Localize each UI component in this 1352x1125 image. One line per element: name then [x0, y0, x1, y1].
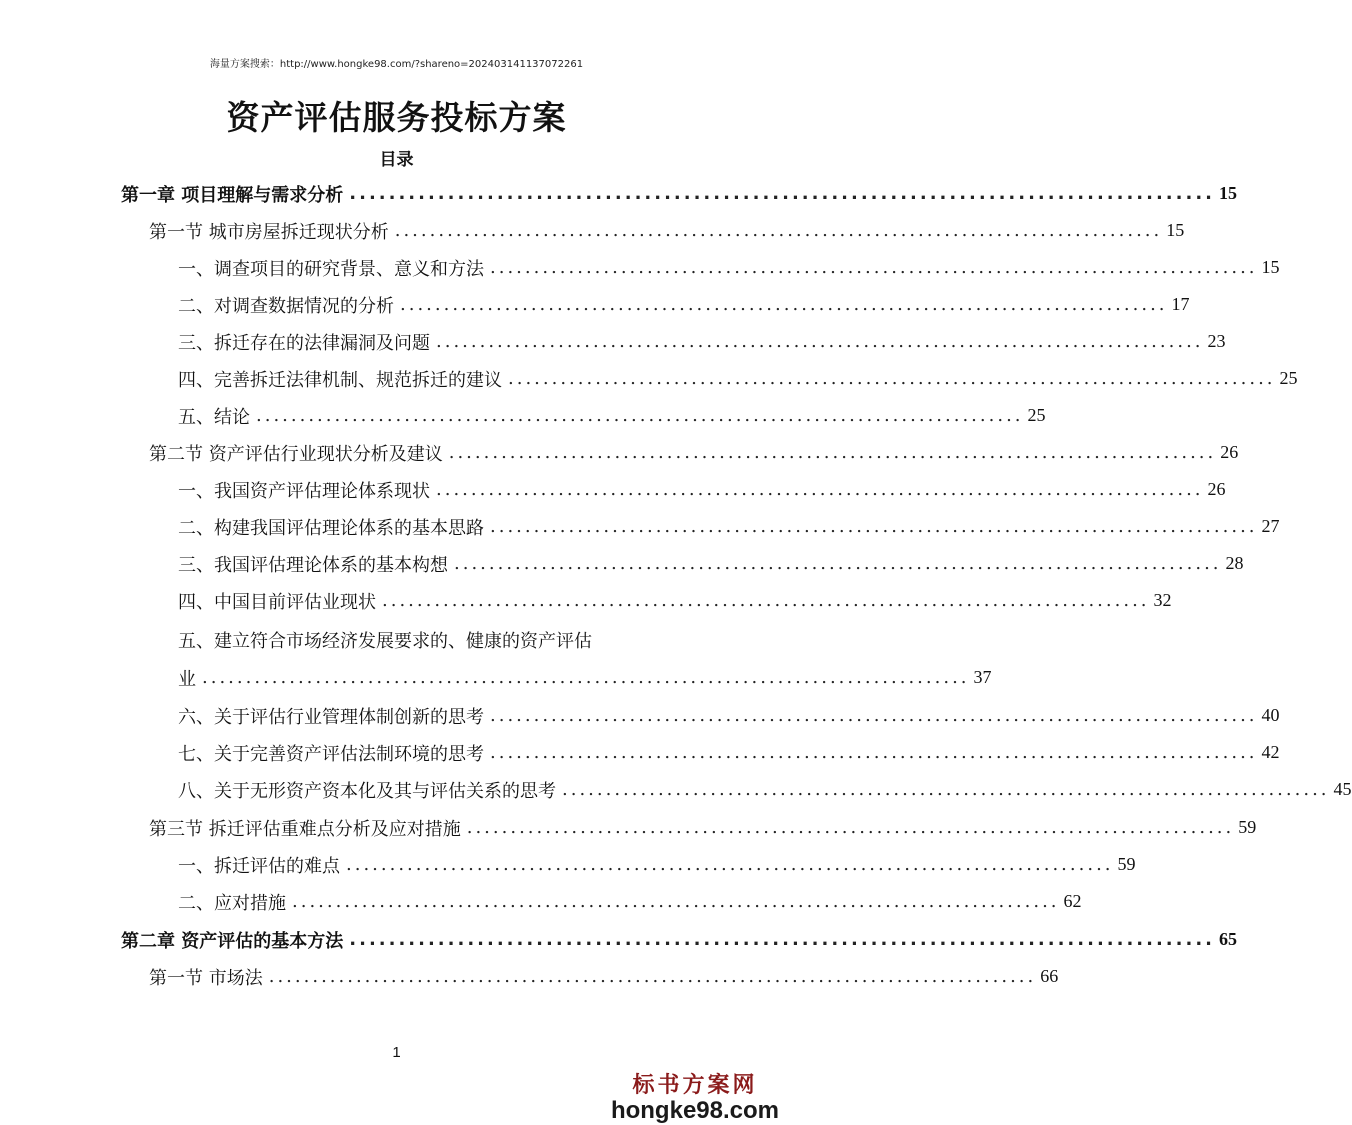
toc-entry-page: 32: [1153, 590, 1172, 610]
toc-leader: ........................................................................................: [490, 257, 1258, 278]
toc-entry[interactable]: [178, 846, 1136, 883]
toc-entry-text: 五、建立符合市场经济发展要求的、健康的资产评估: [178, 630, 592, 652]
toc-heading: 目录: [379, 150, 414, 170]
toc-entry-page: 15: [1166, 220, 1185, 240]
toc-leader: ........................................................................................: [382, 590, 1150, 611]
toc-entry[interactable]: [149, 809, 1257, 846]
watermark-cn-text: 标书方案网: [632, 1072, 758, 1098]
toc-entry-text: 第一节 市场法: [149, 967, 263, 989]
toc-leader: ........................................................................................: [400, 294, 1168, 315]
toc-entry-text: 第二章 资产评估的基本方法: [121, 930, 344, 952]
toc-entry[interactable]: [121, 175, 1237, 212]
toc-entry[interactable]: [178, 582, 1172, 619]
toc-entry[interactable]: [121, 921, 1237, 958]
toc-entry[interactable]: [149, 434, 1239, 471]
toc-entry[interactable]: [149, 212, 1185, 249]
toc-entry[interactable]: [178, 360, 1298, 397]
toc-entry-page: 59: [1238, 817, 1257, 837]
toc-entry[interactable]: [178, 323, 1226, 360]
toc-entry-page: 15: [1261, 257, 1280, 277]
toc-entry-page: 15: [1219, 183, 1237, 203]
toc-entry-text: 第二节 资产评估行业现状分析及建议: [149, 443, 443, 465]
toc-entry-text: 四、中国目前评估业现状: [178, 591, 376, 613]
header-search-url: 海量方案搜索：http://www.hongke98.com/?shareno=20240314113707​2261: [209, 59, 584, 70]
toc-leader: ........................................................................................: [256, 405, 1024, 426]
toc-entry[interactable]: [178, 508, 1280, 545]
toc-leader: ........................................................................................: [490, 742, 1258, 763]
toc-entry-page: 25: [1279, 368, 1298, 388]
toc-entry-text: 五、结论: [178, 406, 250, 428]
toc-entry-page: 42: [1261, 742, 1280, 762]
toc-entry-page: 62: [1063, 891, 1082, 911]
toc-entry[interactable]: [178, 545, 1244, 582]
toc-leader: ........................................................................................: [490, 516, 1258, 537]
toc-leader: ........................................................................................: [394, 220, 1163, 241]
toc-entry-page: 25: [1027, 405, 1046, 425]
toc-entry-text: 二、应对措施: [178, 892, 286, 914]
toc-entry-page: 28: [1225, 553, 1244, 573]
toc-entry[interactable]: [178, 659, 992, 696]
toc-entry-text: 七、关于完善资产评估法制环境的思考: [178, 743, 484, 765]
toc-entry-text: 第一章 项目理解与需求分析: [121, 184, 344, 206]
toc-entry-page: 37: [973, 667, 992, 687]
toc-entry-page: 40: [1261, 705, 1280, 725]
toc-entry-text: 二、对调查数据情况的分析: [178, 295, 394, 317]
toc-entry-text: 八、关于无形资产资本化及其与评估关系的思考: [178, 780, 556, 802]
toc-entry-page: 59: [1117, 854, 1136, 874]
site-watermark: [611, 1068, 779, 1125]
toc-entry-text: 一、拆迁评估的难点: [178, 855, 340, 877]
toc-leader: ........................................................................................: [346, 854, 1114, 875]
toc-entry-page: 65: [1219, 929, 1237, 949]
toc-entry[interactable]: [178, 249, 1280, 286]
toc-entry-text: 一、我国资产评估理论体系现状: [178, 480, 430, 502]
document-title: 资产评估服务投标方案: [226, 98, 567, 137]
toc-entry[interactable]: [178, 397, 1046, 434]
toc-entry[interactable]: [178, 697, 1280, 734]
watermark-en-text: hongke98.com: [610, 1097, 779, 1124]
toc-leader: ........................................................................................: [454, 553, 1222, 574]
toc-entry-text: 第一节 城市房屋拆迁现状分析: [149, 221, 389, 243]
toc-entry-page: 23: [1207, 331, 1226, 351]
toc-leader: ........................................................................................: [436, 331, 1204, 352]
toc-entry-text: 六、关于评估行业管理体制创新的思考: [178, 706, 484, 728]
toc-entry-page: 26: [1220, 442, 1239, 462]
toc-entry[interactable]: [178, 883, 1082, 920]
toc-leader: ........................................................................................: [436, 479, 1204, 500]
toc-entry-text: 第三节 拆迁评估重难点分析及应对措施: [149, 818, 461, 840]
toc-entry-page: 26: [1207, 479, 1226, 499]
toc-entry-page: 27: [1261, 516, 1280, 536]
toc-entry-page: 17: [1171, 294, 1190, 314]
toc-entry[interactable]: [149, 958, 1059, 995]
toc-entry-text: 三、拆迁存在的法律漏洞及问题: [178, 332, 430, 354]
toc-entry[interactable]: [178, 286, 1190, 323]
toc-leader: ........................................................................................: [490, 705, 1258, 726]
toc-entry[interactable]: [178, 734, 1280, 771]
page-number: 1: [392, 1044, 401, 1061]
toc-leader: ........................................................................................: [268, 966, 1037, 987]
toc-entry[interactable]: [178, 771, 1352, 808]
toc-entry-text: 三、我国评估理论体系的基本构想: [178, 554, 448, 576]
toc-entry-page: 45: [1333, 779, 1352, 799]
toc-entry-wrapped-line[interactable]: [178, 621, 674, 658]
toc-leader: ........................................................................................: [466, 817, 1235, 838]
toc-leader: ........................................................................................: [202, 667, 970, 688]
toc-leader: ........................................................................................: [292, 891, 1060, 912]
toc-entry[interactable]: [178, 471, 1226, 508]
toc-entry-page: 66: [1040, 966, 1059, 986]
toc-entry-text: 二、构建我国评估理论体系的基本思路: [178, 517, 484, 539]
toc-entry-text: 一、调查项目的研究背景、意义和方法: [178, 258, 484, 280]
toc-leader: ........................................................................................: [562, 779, 1330, 800]
toc-entry-text: 业: [178, 668, 196, 690]
toc-leader: ........................................................................................: [448, 442, 1217, 463]
toc-leader: ........................................................................................: [349, 183, 1215, 204]
toc-entry-text: 四、完善拆迁法律机制、规范拆迁的建议: [178, 369, 502, 391]
toc-leader: ........................................................................................: [508, 368, 1276, 389]
toc-leader: ........................................................................................: [349, 929, 1215, 950]
